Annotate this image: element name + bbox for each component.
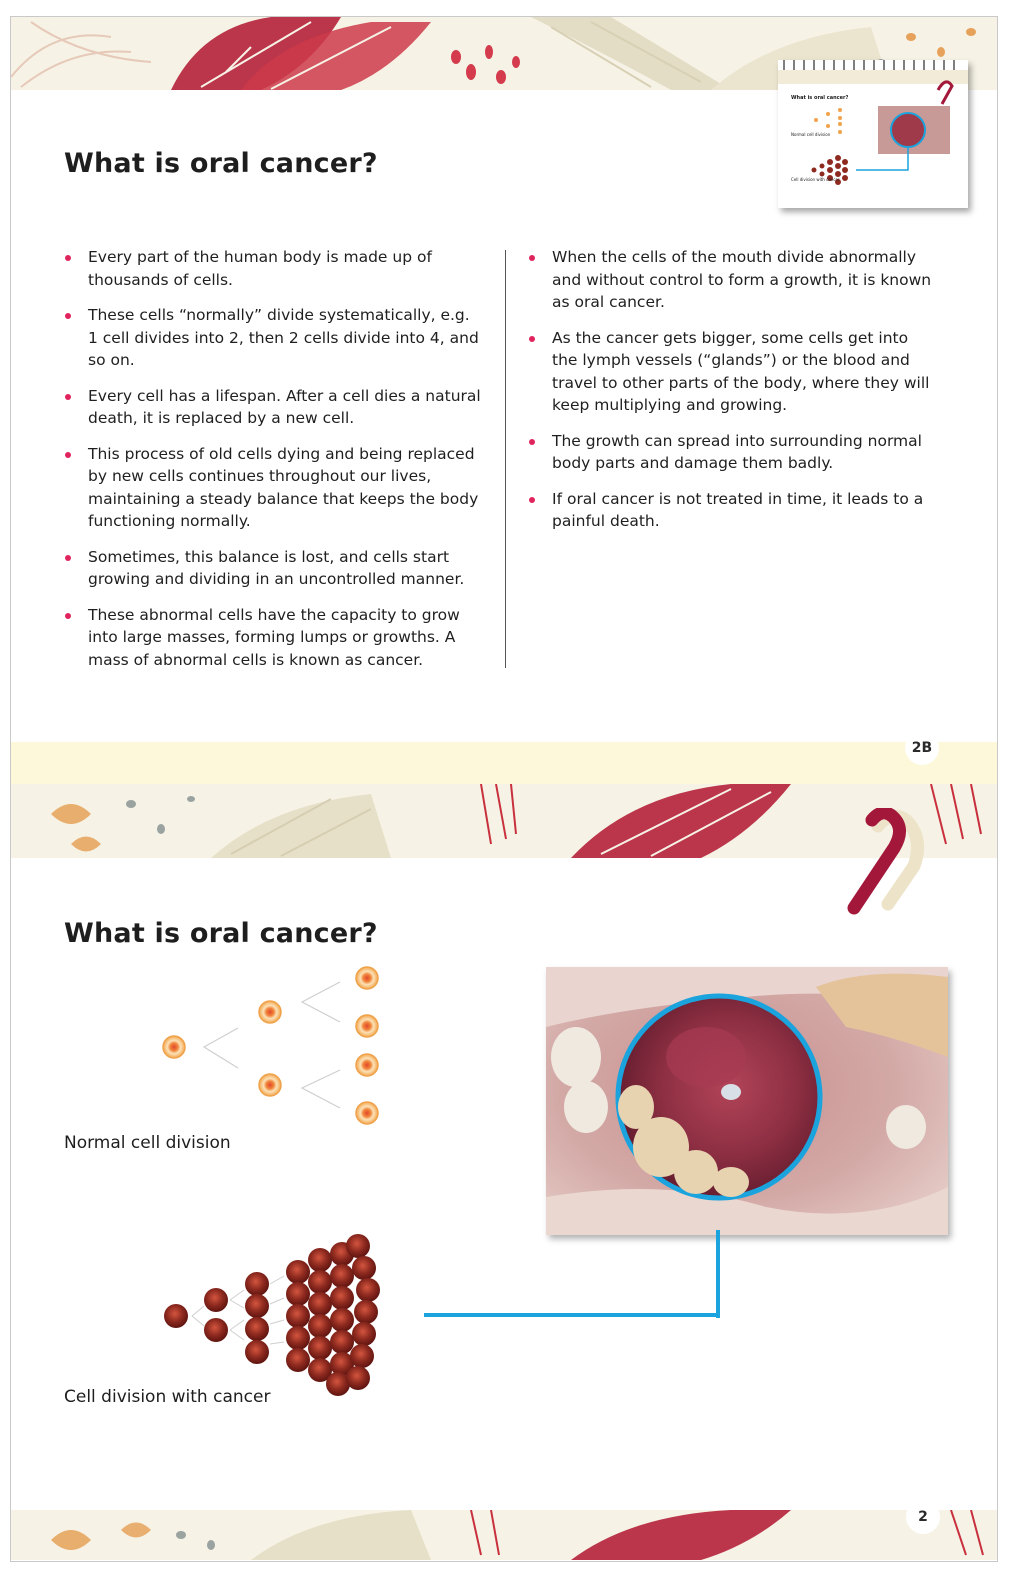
left-bullet-list: [64, 246, 484, 684]
bullet-item: As the cancer gets bigger, some cells get into the lymph vessels (“glands”) or the blood and travel to other parts of the body, where they will keep multiplying and growing.: [528, 327, 938, 417]
awareness-ribbon-icon: [836, 808, 936, 918]
connector-line-horizontal: [424, 1313, 720, 1317]
page-number-badge-2: 2: [906, 1500, 940, 1534]
bullet-item: The growth can spread into surrounding normal body parts and damage them badly.: [528, 430, 938, 475]
bullet-item: Every part of the human body is made up of thousands of cells.: [64, 246, 484, 291]
bullet-item: These cells “normally” divide systematically, e.g. 1 cell divides into 2, then 2 cells divide into 4, and so on.: [64, 304, 484, 372]
top-panel-footer-band: [11, 742, 997, 784]
bullet-item: Sometimes, this balance is lost, and cells start growing and dividing in an uncontrolled manner.: [64, 546, 484, 591]
caption-normal-cell-division: Normal cell division: [64, 1133, 231, 1153]
connector-line-vertical: [716, 1230, 720, 1318]
bullet-item: If oral cancer is not treated in time, it leads to a painful death.: [528, 488, 938, 533]
bottom-page-title: What is oral cancer?: [64, 918, 378, 949]
flipchart-thumbnail: [778, 60, 968, 208]
cancer-cell-division-diagram: [158, 1232, 388, 1397]
thumbnail-label-normal: Normal cell division: [791, 132, 831, 137]
top-page-title: What is oral cancer?: [64, 148, 378, 179]
normal-cell-division-diagram: [150, 960, 390, 1130]
thumbnail-title: What is oral cancer?: [791, 95, 849, 101]
bullet-item: When the cells of the mouth divide abnormally and without control to form a growth, it is known as oral cancer.: [528, 246, 938, 314]
column-divider: [505, 250, 506, 668]
bullet-item: Every cell has a lifespan. After a cell dies a natural death, it is replaced by a new cell.: [64, 385, 484, 430]
page-number-badge-2b: 2B: [905, 731, 939, 765]
bullet-item: These abnormal cells have the capacity to grow into large masses, forming lumps or growths. A mass of abnormal cells is known as cancer.: [64, 604, 484, 672]
right-bullet-list: [528, 246, 938, 546]
oral-cancer-photo: [546, 967, 948, 1235]
caption-cancer-cell-division: Cell division with cancer: [64, 1387, 271, 1407]
thumbnail-label-cancer: Cell division with cancer: [791, 177, 840, 182]
bullet-item: This process of old cells dying and being replaced by new cells continues throughout our lives, maintaining a steady balance that keeps the body functioning normally.: [64, 443, 484, 533]
footer-decorative-band: [11, 1510, 997, 1560]
